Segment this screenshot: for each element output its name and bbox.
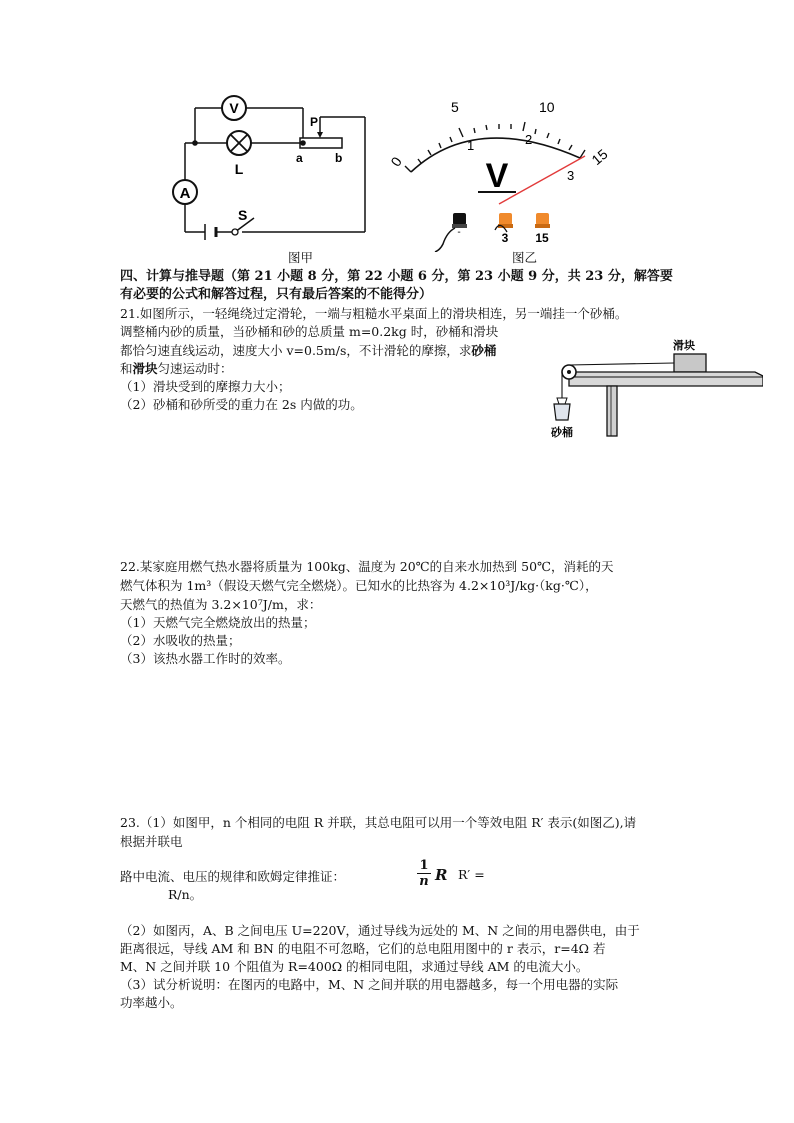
q22-line2: 燃气体积为 1m³（假设天燃气完全燃烧）。已知水的比热容为 4.2×10³J/kg·（kg·℃），	[120, 578, 598, 593]
q21-line4-rest: 匀速运动时：	[157, 361, 233, 376]
switch-label: S	[238, 207, 248, 223]
q23-p3-line2: 功率越小。	[120, 995, 183, 1010]
q21-sub2: （2）砂桶和砂所受的重力在 2s 内做的功。	[120, 397, 363, 412]
voltmeter-dial	[385, 92, 620, 252]
pulley-table-figure	[545, 332, 763, 444]
fraction-variable-r: R	[435, 866, 448, 884]
scale-inner-3: 3	[567, 168, 575, 183]
terminal-3-label: 3	[501, 231, 509, 245]
ammeter-label: A	[179, 185, 191, 202]
scale-outer-0: 0	[387, 153, 405, 170]
end-a-label: a	[296, 151, 303, 165]
scale-inner-2: 2	[525, 132, 533, 147]
section-heading-line2: 有必要的公式和解答过程，只有最后答案的不能得分）	[120, 287, 433, 302]
q21-line4-and: 和	[120, 361, 133, 376]
q23-p3-line1: （3）试分析说明：在图丙的电路中，M、N 之间并联的用电器越多，每一个用电器的实际	[120, 977, 619, 992]
circuit-diagram	[170, 90, 380, 250]
q22-sub1: （1）天燃气完全燃烧放出的热量；	[120, 615, 316, 630]
q23-line2: 根据并联电	[120, 834, 183, 849]
fraction-numerator: 1	[417, 858, 431, 874]
q23-p2-line1: （2）如图丙，A、B 之间电压 U=220V，通过导线为远处的 M、N 之间的用电器供电，由于	[120, 923, 640, 938]
scale-outer-5: 5	[451, 99, 459, 115]
slider-label: 滑块	[673, 340, 695, 352]
slider-p-label: P	[310, 115, 319, 129]
q21-line2: 调整桶内砂的质量，当砂桶和砂的总质量 m=0.2kg 时，砂桶和滑块	[120, 324, 499, 339]
terminal-3	[499, 213, 512, 225]
q21-bold-bucket: 砂桶	[471, 343, 497, 358]
q22-sub3: （3）该热水器工作时的效率。	[120, 651, 291, 666]
q21-line3-text: 都恰匀速直线运动，速度大小 v=0.5m/s，不计滑轮的摩擦，求	[120, 343, 472, 358]
dial-unit-label: V	[485, 157, 509, 195]
voltmeter-label: V	[229, 100, 239, 116]
terminal-negative	[453, 213, 466, 225]
q23-p2-line3: M、N 之间并联 10 个阻值为 R=400Ω 的相同电阻，求通过导线 AM 的电流大小。	[120, 959, 589, 974]
figure-caption-yi: 图乙	[512, 250, 538, 265]
q23-line4: R/n。	[168, 887, 203, 902]
q21-line4	[120, 360, 233, 378]
q22-sub2: （2）水吸收的热量；	[120, 633, 241, 648]
q21-line1: 21.如图所示，一轻绳绕过定滑轮，一端与粗糙水平桌面上的滑块相连，另一端挂一个砂桶。	[120, 306, 628, 321]
terminal-negative-label: -	[457, 227, 461, 238]
q22-line1: 22.某家庭用燃气热水器将质量为 100kg、温度为 20℃的自来水加热到 50℃，消耗的天	[120, 559, 614, 574]
q23-p2-line2: 距离很远，导线 AM 和 BN 的电阻不可忽略，它们的总电阻用图中的 r 表示，r=4Ω 若	[120, 941, 606, 956]
q23-line3: 路中电流、电压的规律和欧姆定律推证：	[120, 869, 346, 884]
scale-outer-10: 10	[539, 99, 555, 115]
q21-line3	[120, 342, 496, 360]
lamp-label: L	[234, 161, 244, 177]
fraction-denominator: n	[419, 874, 429, 889]
scale-inner-1: 1	[467, 138, 475, 153]
terminal-15	[536, 213, 549, 225]
section-heading-line1: 四、计算与推导题（第 21 小题 8 分，第 22 小题 6 分，第 23 小题 9 分，共 23 分，解答要	[120, 269, 673, 284]
q22-line3: 天燃气的热值为 3.2×10⁷J/m，求：	[120, 597, 322, 612]
terminal-15-label: 15	[535, 231, 549, 245]
fraction-one-over-n	[417, 858, 431, 889]
q23-rprime: R′ =	[458, 867, 485, 882]
q21-bold-slider: 滑块	[132, 361, 158, 376]
figure-caption-jia: 图甲	[288, 250, 314, 265]
scale-outer-15: 15	[588, 145, 611, 169]
end-b-label: b	[335, 151, 343, 165]
q21-sub1: （1）滑块受到的摩擦力大小；	[120, 379, 291, 394]
q23-line1: 23.（1）如图甲，n 个相同的电阻 R 并联，其总电阻可以用一个等效电阻 R′ 表示(如图乙),请	[120, 815, 637, 830]
bucket-label: 砂桶	[551, 427, 573, 439]
